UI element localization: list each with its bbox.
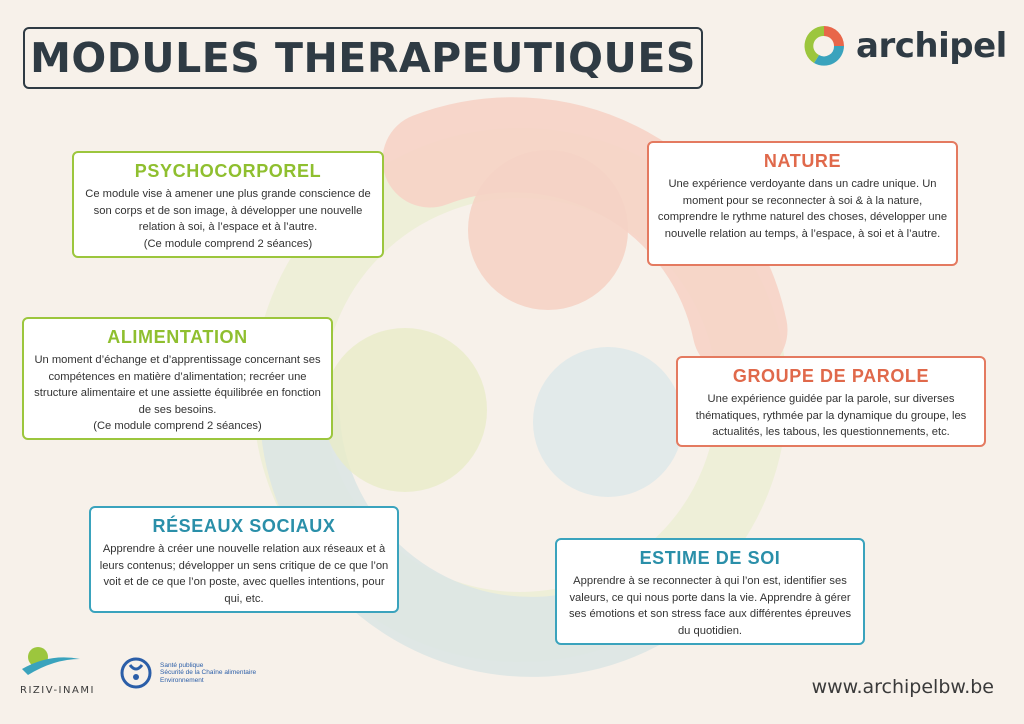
module-note: (Ce module comprend 2 séances) xyxy=(93,420,262,432)
module-card-psychocorporel xyxy=(72,151,384,258)
module-title: ESTIME DE SOI xyxy=(639,548,781,568)
module-card-groupe-de-parole xyxy=(676,356,986,447)
module-description: Une expérience guidée par la parole, sur diverses thématiques, rythmée par la dynamique du groupe, les actualités, les tabous, les questionnements, etc. xyxy=(695,393,967,438)
module-title: NATURE xyxy=(763,151,842,171)
sante-line-2: Sécurité de la Chaîne alimentaire xyxy=(160,669,257,677)
module-card-alimentation xyxy=(22,317,333,440)
module-title: RÉSEAUX SOCIAUX xyxy=(152,516,336,536)
website-link[interactable]: www.archipelbw.be xyxy=(811,676,994,698)
module-description: Ce module vise à amener une plus grande conscience de son corps et de son image, à développer une nouvelle relation à soi, à l’espace et à l’autre. xyxy=(85,188,371,233)
sante-publique-logo xyxy=(120,655,256,691)
module-note: (Ce module comprend 2 séances) xyxy=(143,237,313,250)
sante-line-3: Environnement xyxy=(160,676,204,684)
module-description: Apprendre à se reconnecter à qui l’on est, identifier ses valeurs, ce qui nous porte dans la vie. Apprendre à gérer ses émotions et son stress face aux différentes épreuves du quotidien. xyxy=(568,575,852,637)
page-title: MODULES THERAPEUTIQUES xyxy=(30,34,696,82)
brand-logo xyxy=(800,22,1007,70)
module-title: ALIMENTATION xyxy=(107,327,248,347)
riziv-inami-logo xyxy=(20,645,95,696)
sante-publique-logo-icon xyxy=(120,655,152,691)
riziv-label: RIZIV-INAMI xyxy=(20,685,95,696)
module-description: Une expérience verdoyante dans un cadre unique. Un moment pour se reconnecter à soi & à la nature, comprendre le rythme naturel des choses, développer une nouvelle relation au temps, à l’espace, à soi et à l’autre. xyxy=(657,178,948,240)
module-card-reseaux-sociaux xyxy=(89,506,399,613)
module-title: GROUPE DE PAROLE xyxy=(732,366,930,386)
module-card-nature xyxy=(647,141,958,266)
sante-line-1: Santé publique xyxy=(160,661,204,669)
title-box xyxy=(23,27,703,89)
module-description: Un moment d’échange et d’apprentissage concernant ses compétences en matière d’alimentation; recréer une structure alimentaire et une assiette équilibrée en fonction de ses besoins. xyxy=(34,354,321,416)
module-card-estime-de-soi xyxy=(555,538,865,645)
archipel-logo-icon xyxy=(800,22,848,70)
brand-name: archipel xyxy=(856,26,1007,66)
riziv-logo-icon xyxy=(20,645,82,679)
module-description: Apprendre à créer une nouvelle relation aux réseaux et à leurs contenus; développer un sens critique de ce que l’on voit et de ce que l’on poste, avec quelles intentions, pour qui, etc. xyxy=(99,543,389,605)
module-title: PSYCHOCORPOREL xyxy=(134,161,322,181)
